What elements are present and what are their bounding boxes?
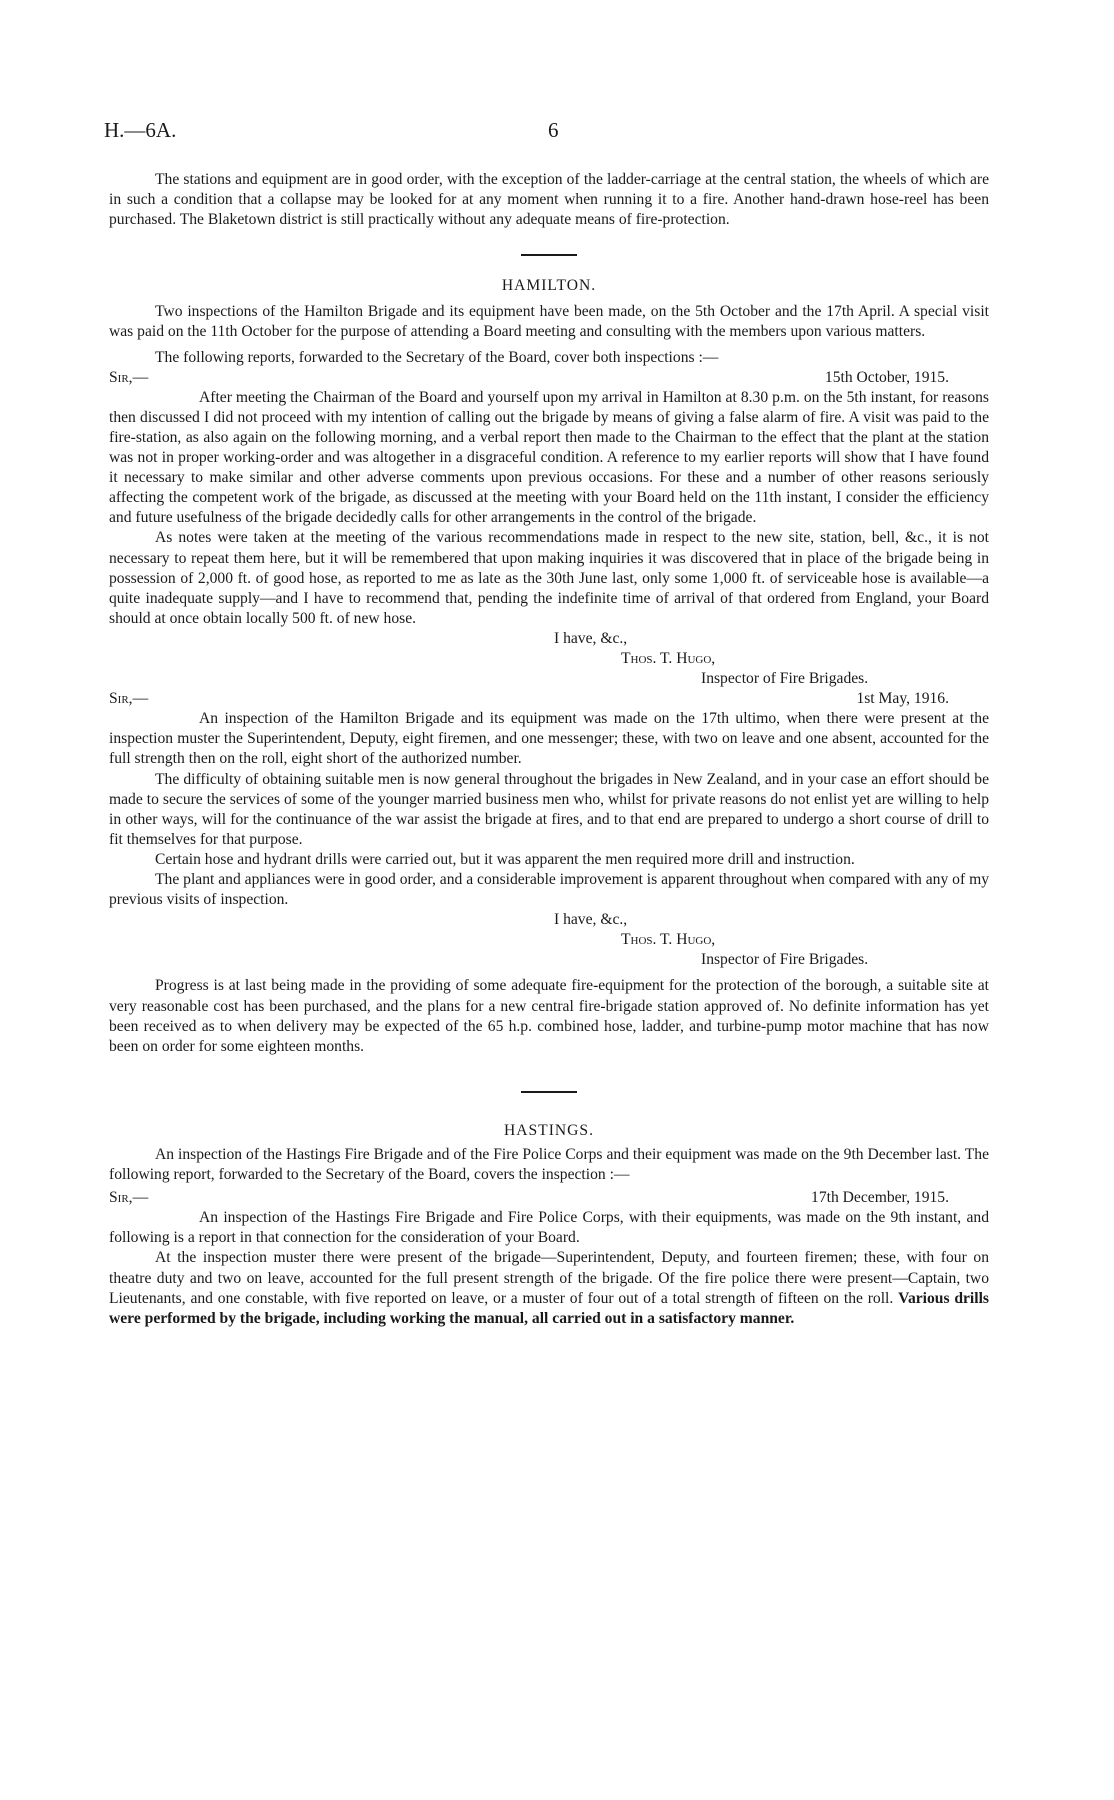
letter-2-date: 1st May, 1916. [856,690,949,708]
letter-2-paragraph-2: The difficulty of obtaining suitable men is now general throughout the brigades in New Zealand, and in your case an effort should be made to secure the services of some of the younger married business men who, whilst for private reasons do not enlist yet are willing to help in other ways, will for the continuance of the war assist the brigade at fires, and to that end are prepared to undergo a short course of drill to fit themselves for that purpose. [109,770,989,848]
letter-1-date: 15th October, 1915. [824,368,949,386]
letter-1-closing: I have, &c., [554,629,628,647]
hastings-paragraph-1: An inspection of the Hastings Fire Brigade and of the Fire Police Corps and their equipment was made on the 9th December last. The following report, forwarded to the Secretary of the Board, covers the inspection :— [109,1145,989,1184]
letter-1-signature: Thos. T. Hugo, [621,649,716,667]
document-body [109,170,989,1329]
letter-1-paragraph-2: As notes were taken at the meeting of the various recommendations made in respect to the new site, station, bell, &c., it is not necessary to repeat them here, but it will be remembered that upon making inquiries it was discovered that in place of the brigade being in possession of 2,000 ft. of good hose, as reported to me as late as the 30th June last, only some 1,000 ft. of serviceable hose is available—a quite inadequate supply—and I have to recommend that, pending the indefinite time of arrival of that ordered from England, your Board should at once obtain locally 500 ft. of new hose. [109,529,989,627]
letter-3-paragraph-2-bold-text: Various drills were performed by the brigade, including working the manual, all carried out in a satisfactory manner. [109,1289,989,1327]
letter-2-salutation: Sir,— [109,690,149,708]
hamilton-paragraph-2: The following reports, forwarded to the Secretary of the Board, cover both inspections :— [155,348,719,366]
section-heading-hamilton: HAMILTON. [501,277,597,295]
letter-1-salutation: Sir,— [109,368,149,386]
letter-3-salutation: Sir,— [109,1189,149,1207]
report-code: H.—6A. [104,118,177,142]
letter-3-paragraph-2-text: At the inspection muster there were present of the brigade—Superintendent, Deputy, and fourteen firemen; these, with four on theatre duty and two on leave, accounted for the full present strength of the brigade. Of the fire police there were present—Captain, two Lieutenants, and one constable, with five reported on leave, or a muster of four out of a total strength of fifteen on the roll. [109,1249,989,1307]
letter-2-paragraph-3: Certain hose and hydrant drills were carried out, but it was apparent the men required more drill and instruction. [155,850,855,868]
section-heading-hastings: HASTINGS. [503,1121,594,1139]
letter-1-paragraph-1: After meeting the Chairman of the Board and yourself upon my arrival in Hamilton at 8.30 p.m. on the 5th instant, for reasons then discussed I did not proceed with my intention of calling out the brigade by means of giving a false alarm of fire. A visit was paid to the fire-station, as also again on the following morning, and a verbal report then made to the Chairman to the effect that the plant at the station was not in proper working-order and was altogether in a disgraceful condition. A reference to my earlier reports will show that I have found it necessary to make similar and other adverse comments upon previous occasions. For these and a number of other reasons seriously affecting the competent work of the brigade, as discussed at the meeting with your Board held on the 11th instant, I consider the efficiency and future usefulness of the brigade decidedly calls for other arrangements in the control of the brigade. [109,388,989,527]
letter-1-signatory-title: Inspector of Fire Brigades. [701,670,869,688]
page-header [104,118,1004,144]
letter-3-salutation-line [109,1188,989,1208]
letter-2-paragraph-4: The plant and appliances were in good order, and a considerable improvement is apparent throughout when compared with any of my previous visits of inspection. [109,871,989,909]
letter-2-closing: I have, &c., [554,911,628,929]
hamilton-paragraph-1: Two inspections of the Hamilton Brigade and its equipment have been made, on the 5th October and the 17th April. A special visit was paid on the 11th October for the purpose of attending a Board meeting and consulting with the members upon various matters. [109,303,989,341]
letter-3-date: 17th December, 1915. [811,1189,949,1207]
letter-3-paragraph-2 [109,1248,989,1328]
letter-1-salutation-line [109,368,989,388]
letter-2-signatory-title: Inspector of Fire Brigades. [701,951,869,969]
letter-3-paragraph-1: An inspection of the Hastings Fire Brigade and Fire Police Corps, with their equipments, was made on the 9th instant, and following is a report in that connection for the consideration of your Board. [109,1209,989,1247]
letter-2-paragraph-1: An inspection of the Hamilton Brigade and its equipment was made on the 17th ultimo, when there were present at the inspection muster the Superintendent, Deputy, eight firemen, and one messenger; these, with two on leave and one absent, accounted for the full strength then on the roll, eight short of the authorized number. [109,710,989,768]
letter-2-signature: Thos. T. Hugo, [621,931,716,949]
page-number: 6 [548,118,559,142]
intro-paragraph: The stations and equipment are in good order, with the exception of the ladder-carriage at the central station, the wheels of which are in such a condition that a collapse may be looked for at any moment when running it to a fire. Another hand-drawn hose-reel has been purchased. The Blaketown district is still practically without any adequate means of fire-protection. [109,171,989,229]
hamilton-paragraph-3: Progress is at last being made in the providing of some adequate fire-equipment for the protection of the borough, a suitable site at very reasonable cost has been purchased, and the plans for a new central fire-brigade station approved of. No definite information has yet been received as to when delivery may be expected of the 65 h.p. combined hose, ladder, and turbine-pump motor machine that has now been on order for some eighteen months. [109,977,989,1055]
letter-2-salutation-line [109,689,989,709]
